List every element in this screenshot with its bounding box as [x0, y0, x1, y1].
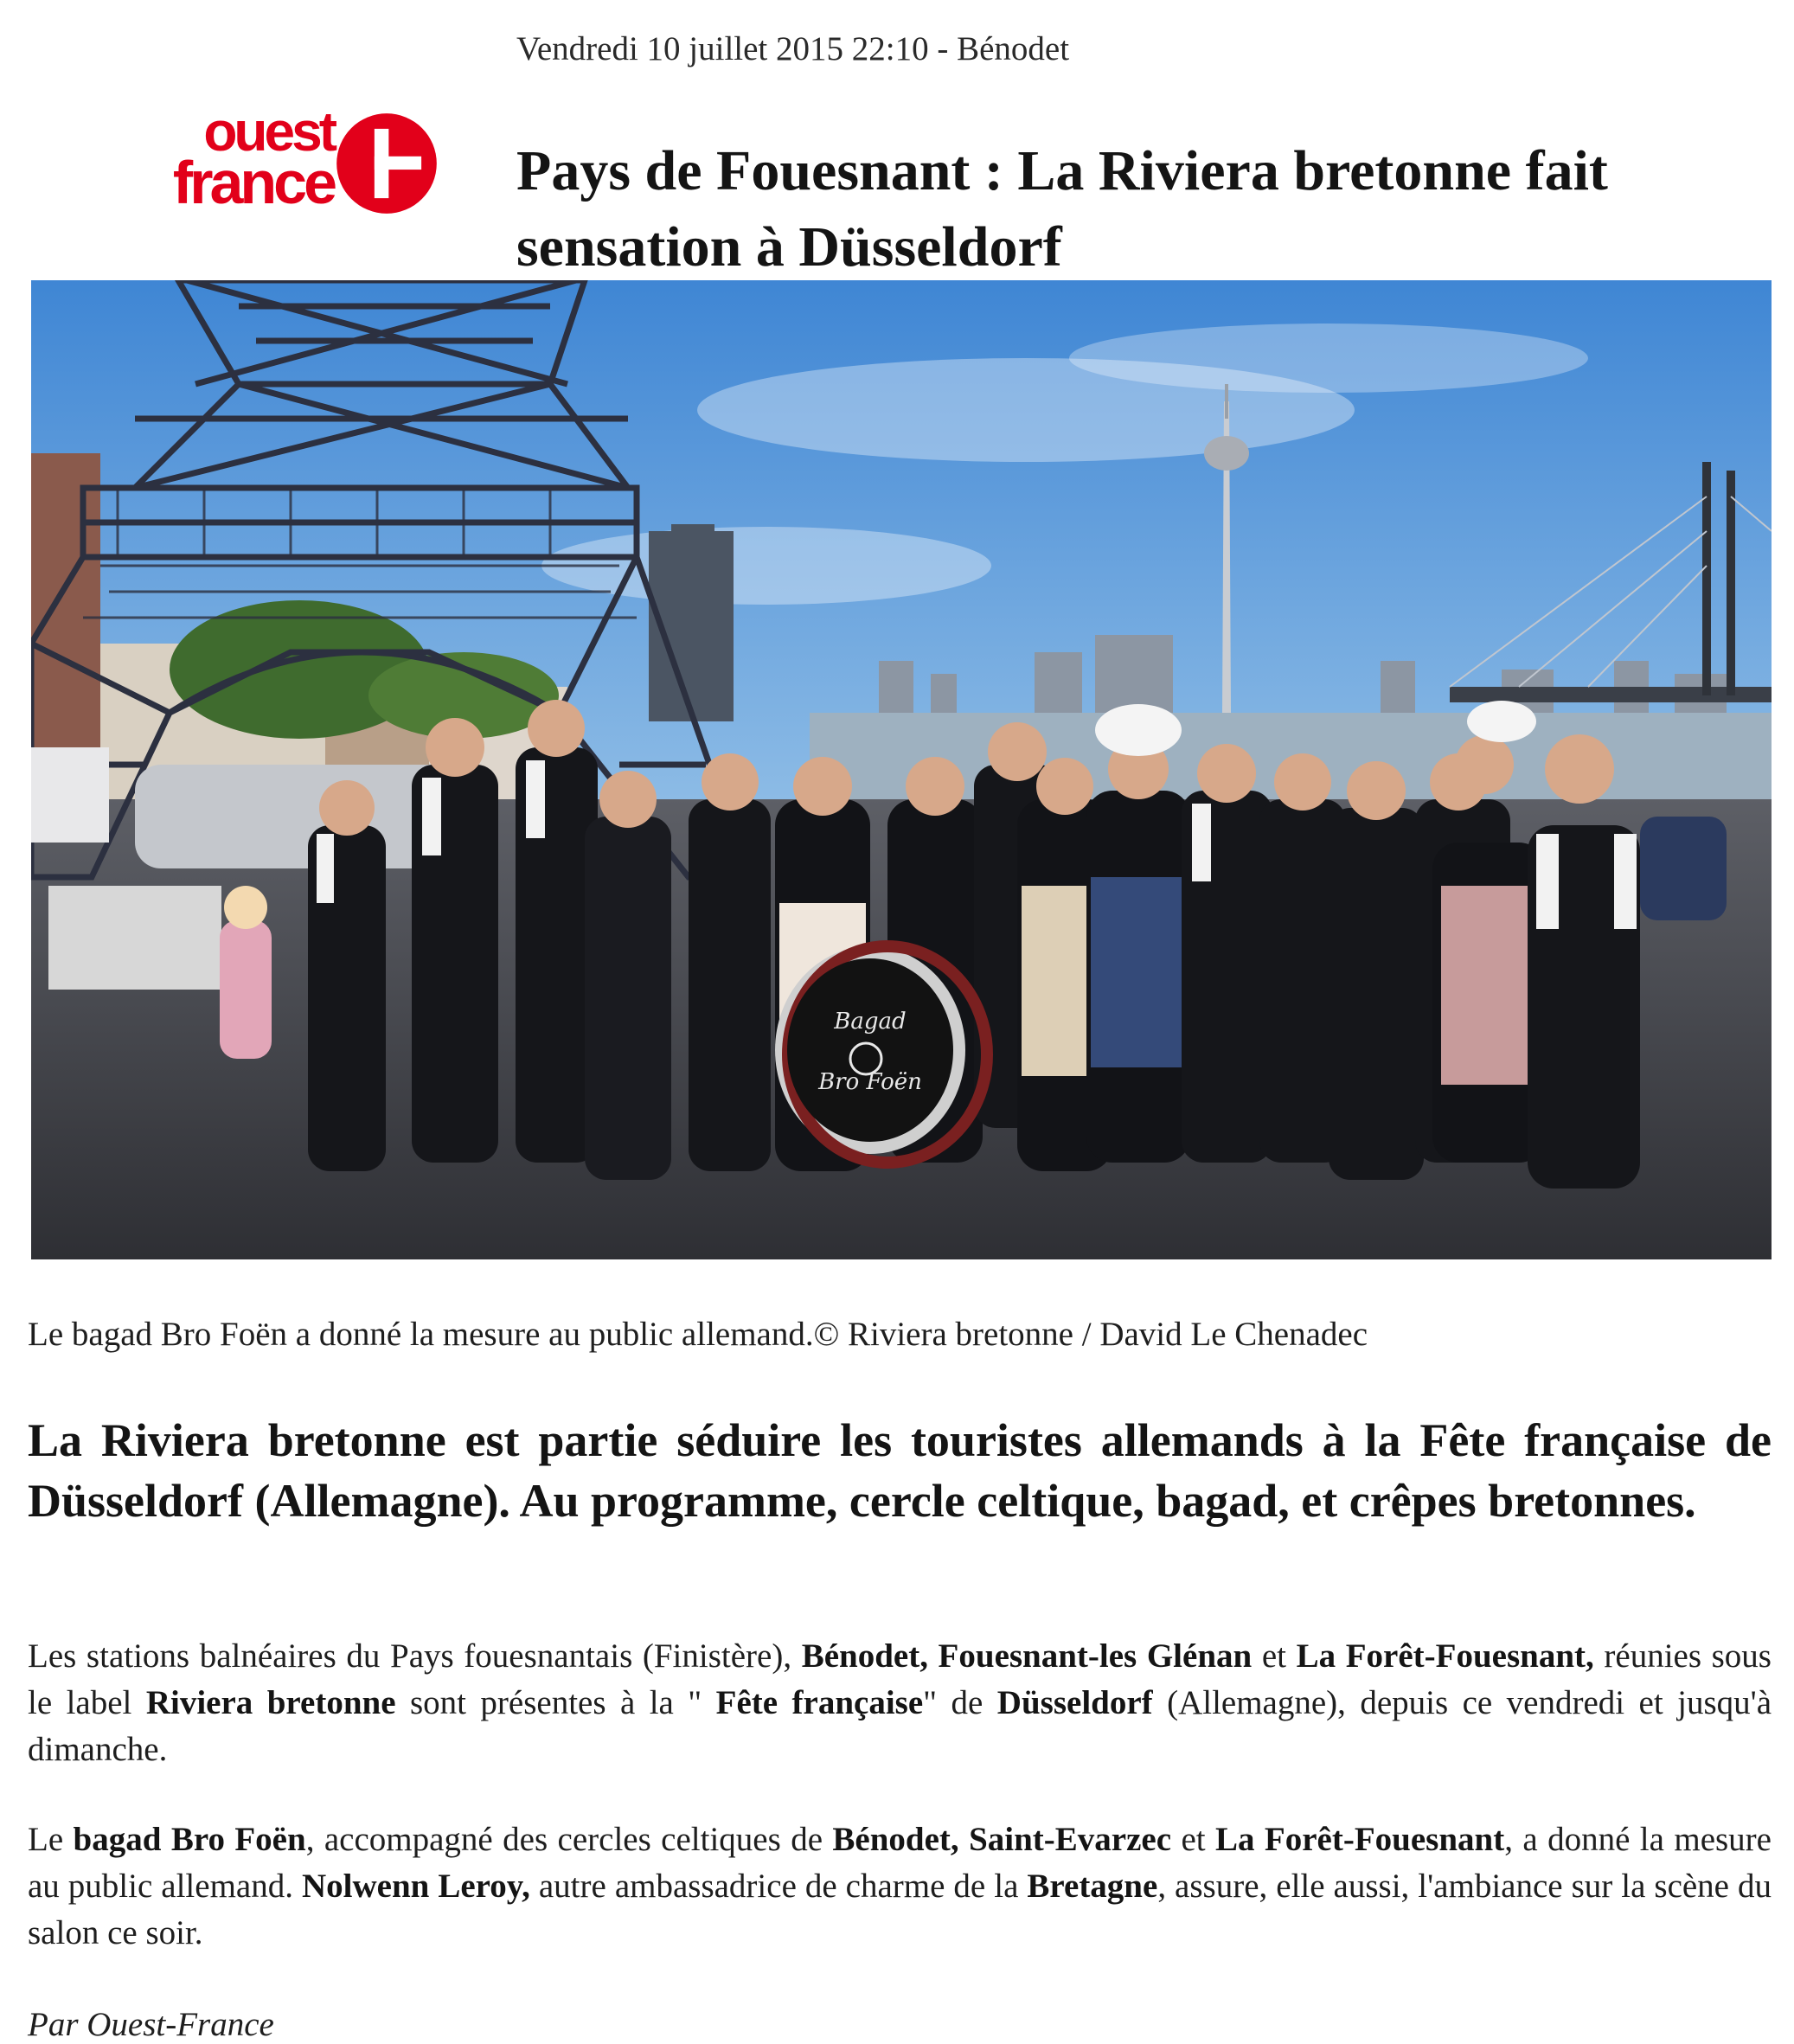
article-photo — [31, 280, 1772, 1259]
p1-text-2: et — [1252, 1637, 1297, 1675]
p2-text-3: et — [1171, 1821, 1215, 1858]
p2-text-4: , a donné la mesure au public allemand. — [28, 1821, 1772, 1905]
article-lead: La Riviera bretonne est partie séduire les touristes allemands à la Fête française de Düsseldorf (Allemagne). Au programme, cercle celtique, bagad, et crêpes bretonnes. — [28, 1414, 1772, 1527]
p2-text-1: Le — [28, 1821, 74, 1858]
p2-text-5: autre ambassadrice de charme de la — [529, 1868, 1028, 1905]
p2-text-6: , assure, elle aussi, l'ambiance sur la scène du salon ce soir. — [28, 1868, 1772, 1951]
article-headline: Pays de Fouesnant : La Riviera bretonne fait sensation à Düsseldorf — [516, 139, 1608, 279]
p1-text-5: " de — [923, 1684, 997, 1721]
p1-text-4: sont présentes à la " — [395, 1684, 716, 1721]
p2-bold-4: Nolwenn Leroy, — [301, 1868, 530, 1905]
p2-bold-1: bagad Bro Foën — [73, 1821, 306, 1858]
p1-bold-2: La Forêt-Fouesnant, — [1296, 1637, 1594, 1675]
photo-caption: Le bagad Bro Foën a donné la mesure au public allemand.© Riviera bretonne / David Le Chenadec — [28, 1316, 1368, 1353]
dateline: Vendredi 10 juillet 2015 22:10 - Bénodet — [516, 30, 1070, 67]
article-paragraph-2 — [28, 1817, 1772, 1957]
p1-text-6: (Allemagne), depuis ce vendredi et jusqu'à dimanche. — [28, 1684, 1772, 1768]
article-byline: Par Ouest-France — [28, 2006, 274, 2043]
p2-bold-3: La Forêt-Fouesnant — [1215, 1821, 1505, 1858]
p1-bold-5: Düsseldorf — [996, 1684, 1153, 1721]
p2-bold-2: Bénodet, Saint-Evarzec — [832, 1821, 1172, 1858]
drum-text-bro-foen: Bro Foën — [818, 1069, 922, 1095]
logo-mark-icon — [336, 112, 438, 215]
article-paragraph-1 — [28, 1633, 1772, 1773]
logo-wordmark — [100, 100, 334, 216]
p2-bold-5: Bretagne — [1027, 1868, 1158, 1905]
p1-bold-4: Fête française — [715, 1684, 924, 1721]
p1-text-3: réunies sous le label — [28, 1637, 1772, 1721]
logo-word-france: france — [172, 149, 334, 216]
p1-bold-3: Riviera bretonne — [145, 1684, 396, 1721]
logo-word-ouest: ouest — [203, 100, 334, 163]
p1-text-1: Les stations balnéaires du Pays fouesnantais (Finistère), — [28, 1637, 802, 1675]
p1-bold-1: Bénodet, Fouesnant-les Glénan — [801, 1637, 1253, 1675]
ouest-france-logo[interactable] — [100, 100, 439, 216]
p2-text-2: , accompagné des cercles celtiques de — [305, 1821, 833, 1858]
drum-text-bagad: Bagad — [834, 1009, 907, 1035]
